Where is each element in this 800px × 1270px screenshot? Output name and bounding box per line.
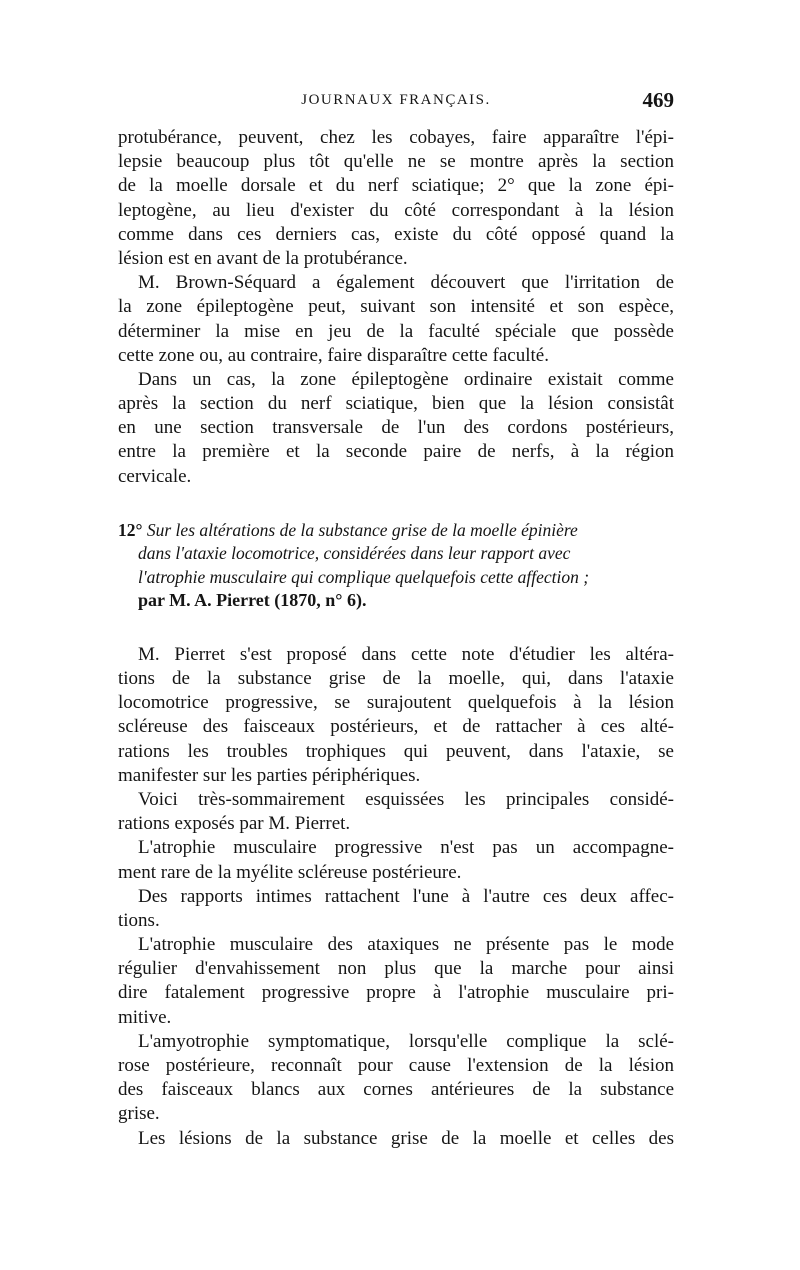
text-line: en une section transversale de l'un des cordons postérieurs, (118, 417, 674, 439)
section-gap (118, 489, 674, 519)
article-number: 12° (118, 519, 143, 540)
text-line: cervicale. (118, 465, 192, 487)
text-line: grise. (118, 1103, 160, 1125)
article-title-line (118, 519, 674, 543)
text-line: locomotrice progressive, se surajoutent quelquefois à la lésion (118, 692, 674, 714)
text-line: mitive. (118, 1006, 172, 1028)
text-line: M. Pierret s'est proposé dans cette note d'étudier les altéra- (138, 643, 674, 665)
text-line: cette zone ou, au contraire, faire disparaître cette faculté. (118, 344, 549, 366)
page-number: 469 (642, 88, 674, 112)
paragraph (118, 836, 674, 884)
text-line: après la section du nerf sciatique, bien que la lésion consistât (118, 393, 674, 415)
text-line: régulier d'envahissement non plus que la marche pour ainsi (118, 958, 674, 980)
running-head (118, 88, 674, 114)
text-line: de la moelle dorsale et du nerf sciatique; 2° que la zone épi- (118, 175, 674, 197)
text-line: entre la première et la seconde paire de nerfs, à la région (118, 441, 674, 463)
text-line: leptogène, au lieu d'exister du côté correspondant à la lésion (118, 199, 674, 221)
text-line: L'amyotrophie symptomatique, lorsqu'elle complique la sclé- (138, 1030, 674, 1052)
text-line: des faisceaux blancs aux cornes antérieures de la substance (118, 1079, 674, 1101)
text-line: tions de la substance grise de la moelle, qui, dans l'ataxie (118, 668, 674, 689)
text-line: scléreuse des faisceaux postérieurs, et de rattacher à ces alté- (118, 716, 674, 738)
article-title (118, 519, 674, 613)
text-line: M. Brown-Séquard a également découvert que l'irritation de (138, 272, 674, 294)
text-line: lésion est en avant de la protubérance. (118, 247, 408, 269)
article-title-text: Sur les altérations de la substance grise de la moelle épinière (146, 519, 578, 540)
text-line: protubérance, peuvent, chez les cobayes, faire apparaître l'épi- (118, 127, 674, 148)
article-title-line: dans l'ataxie locomotrice, considérées dans leur rapport avec (138, 543, 571, 564)
paragraph (118, 643, 674, 788)
text-line: L'atrophie musculaire des ataxiques ne présente pas le mode (138, 934, 674, 956)
text-line: dire fatalement progressive propre à l'atrophie musculaire pri- (118, 982, 674, 1004)
text-line: rose postérieure, reconnaît pour cause l'extension de la lésion (118, 1055, 674, 1076)
paragraph (118, 933, 674, 1030)
section-gap (118, 613, 674, 643)
paragraph (118, 1127, 674, 1151)
text-line: lepsie beaucoup plus tôt qu'elle ne se montre après la section (118, 151, 674, 173)
text-line: tions. (118, 909, 160, 931)
paragraph (118, 368, 674, 489)
text-line: L'atrophie musculaire progressive n'est pas un accompagne- (138, 837, 674, 859)
running-title: JOURNAUX FRANÇAIS. (301, 92, 491, 108)
text-line: comme dans ces derniers cas, existe du côté opposé quand la (118, 223, 674, 245)
text-line: rations exposés par M. Pierret. (118, 813, 351, 835)
paragraph (118, 885, 674, 933)
article-title-line: l'atrophie musculaire qui complique quelquefois cette affection ; (138, 566, 590, 587)
paragraph (118, 1030, 674, 1127)
text-line: Des rapports intimes rattachent l'une à l'autre ces deux affec- (138, 885, 674, 907)
body-text (118, 126, 674, 1151)
text-line: manifester sur les parties périphériques. (118, 764, 421, 786)
text-line: Les lésions de la substance grise de la moelle et celles des (138, 1127, 674, 1149)
text-line: déterminer la mise en jeu de la faculté spéciale que possède (118, 320, 674, 342)
text-line: la zone épileptogène peut, suivant son intensité et son espèce, (118, 296, 674, 318)
text-line: Voici très-sommairement esquissées les principales considé- (138, 788, 674, 810)
article-author: par M. A. Pierret (1870, n° 6). (138, 590, 367, 611)
paragraph (118, 271, 674, 368)
paragraph-continued (118, 126, 674, 271)
text-line: rations les troubles trophiques qui peuvent, dans l'ataxie, se (118, 740, 674, 762)
text-line: ment rare de la myélite scléreuse postérieure. (118, 861, 462, 883)
paragraph (118, 788, 674, 836)
text-line: Dans un cas, la zone épileptogène ordinaire existait comme (138, 368, 674, 390)
